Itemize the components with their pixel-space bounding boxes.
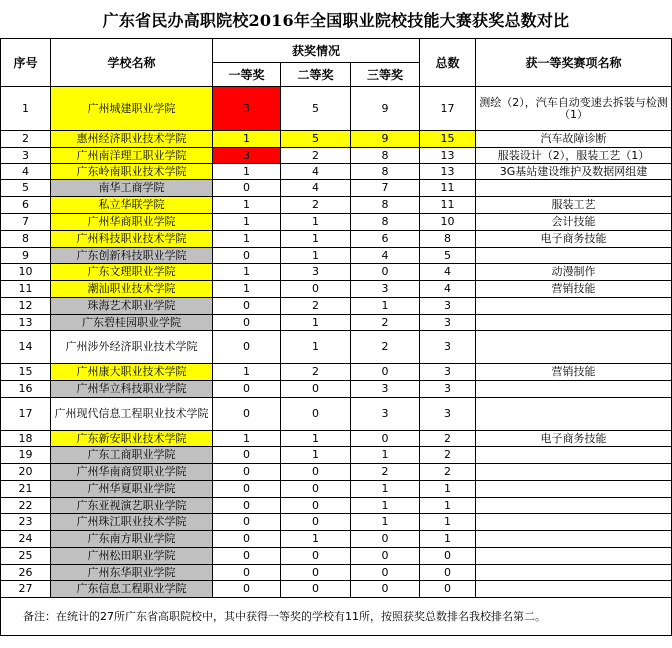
row-school: 广东新安职业技术学院 <box>51 431 213 447</box>
row-third-count: 3 <box>351 381 420 398</box>
row-no: 13 <box>1 315 51 331</box>
row-total: 0 <box>420 581 476 598</box>
row-first-count: 1 <box>213 164 281 180</box>
table-row <box>1 264 672 281</box>
row-first-count: 3 <box>213 87 281 131</box>
row-school: 广州东华职业学院 <box>51 565 213 581</box>
row-events <box>476 447 672 464</box>
row-first-count: 0 <box>213 180 281 197</box>
row-events <box>476 398 672 431</box>
row-third-count: 2 <box>351 331 420 364</box>
row-no: 1 <box>1 87 51 131</box>
row-events <box>476 180 672 197</box>
table-row <box>1 214 672 231</box>
row-second-count: 1 <box>281 531 351 548</box>
row-no: 25 <box>1 548 51 565</box>
row-events: 测绘（2），汽车自动变速去拆装与检测（1） <box>476 87 672 131</box>
row-school: 广东工商职业学院 <box>51 447 213 464</box>
row-second-count: 4 <box>281 164 351 180</box>
row-total: 8 <box>420 231 476 248</box>
row-total: 11 <box>420 197 476 214</box>
note-row <box>1 598 672 636</box>
table-row <box>1 180 672 197</box>
row-school: 广州城建职业学院 <box>51 87 213 131</box>
row-third-count: 2 <box>351 315 420 331</box>
row-school: 广东岭南职业技术学院 <box>51 164 213 180</box>
row-events <box>476 498 672 514</box>
row-school: 潮汕职业技术学院 <box>51 281 213 298</box>
row-second-count: 3 <box>281 264 351 281</box>
row-events: 营销技能 <box>476 364 672 381</box>
row-total: 4 <box>420 281 476 298</box>
row-no: 9 <box>1 248 51 264</box>
header-total: 总数 <box>420 39 476 87</box>
row-events <box>476 464 672 481</box>
table-row <box>1 197 672 214</box>
row-events <box>476 481 672 498</box>
row-total: 3 <box>420 381 476 398</box>
table-row <box>1 514 672 531</box>
row-no: 10 <box>1 264 51 281</box>
row-first-count: 0 <box>213 447 281 464</box>
row-school: 广东文理职业学院 <box>51 264 213 281</box>
row-total: 13 <box>420 164 476 180</box>
row-second-count: 0 <box>281 498 351 514</box>
row-no: 19 <box>1 447 51 464</box>
row-total: 10 <box>420 214 476 231</box>
header-row-1 <box>1 39 672 63</box>
table-row <box>1 464 672 481</box>
row-school: 珠海艺术职业学院 <box>51 298 213 315</box>
row-third-count: 0 <box>351 548 420 565</box>
row-school: 广州涉外经济职业技术学院 <box>51 331 213 364</box>
row-events <box>476 331 672 364</box>
row-total: 15 <box>420 131 476 148</box>
row-second-count: 1 <box>281 447 351 464</box>
row-events <box>476 581 672 598</box>
row-first-count: 1 <box>213 264 281 281</box>
table-row <box>1 548 672 565</box>
row-total: 1 <box>420 498 476 514</box>
row-second-count: 0 <box>281 398 351 431</box>
row-second-count: 1 <box>281 431 351 447</box>
row-first-count: 1 <box>213 231 281 248</box>
row-third-count: 1 <box>351 481 420 498</box>
row-school: 私立华联学院 <box>51 197 213 214</box>
row-total: 1 <box>420 531 476 548</box>
row-events: 服装设计（2），服装工艺（1） <box>476 148 672 164</box>
row-no: 4 <box>1 164 51 180</box>
row-first-count: 1 <box>213 364 281 381</box>
row-total: 3 <box>420 298 476 315</box>
row-no: 20 <box>1 464 51 481</box>
table-row <box>1 565 672 581</box>
table-row <box>1 148 672 164</box>
header-first: 一等奖 <box>213 63 281 87</box>
row-first-count: 0 <box>213 315 281 331</box>
row-no: 15 <box>1 364 51 381</box>
row-first-count: 0 <box>213 565 281 581</box>
row-school: 广州华南商贸职业学院 <box>51 464 213 481</box>
row-first-count: 0 <box>213 398 281 431</box>
row-school: 广州现代信息工程职业技术学院 <box>51 398 213 431</box>
row-events <box>476 565 672 581</box>
row-first-count: 0 <box>213 381 281 398</box>
table-row <box>1 87 672 131</box>
row-second-count: 2 <box>281 197 351 214</box>
row-third-count: 4 <box>351 248 420 264</box>
row-total: 0 <box>420 548 476 565</box>
row-third-count: 0 <box>351 565 420 581</box>
table-row <box>1 164 672 180</box>
row-no: 2 <box>1 131 51 148</box>
row-second-count: 1 <box>281 331 351 364</box>
table-row <box>1 364 672 381</box>
row-school: 广州南洋理工职业学院 <box>51 148 213 164</box>
row-no: 5 <box>1 180 51 197</box>
header-third: 三等奖 <box>351 63 420 87</box>
row-third-count: 0 <box>351 364 420 381</box>
row-no: 11 <box>1 281 51 298</box>
row-no: 26 <box>1 565 51 581</box>
row-total: 1 <box>420 514 476 531</box>
row-total: 3 <box>420 398 476 431</box>
row-second-count: 0 <box>281 514 351 531</box>
table-row <box>1 498 672 514</box>
row-third-count: 7 <box>351 180 420 197</box>
row-first-count: 1 <box>213 281 281 298</box>
row-total: 5 <box>420 248 476 264</box>
row-first-count: 0 <box>213 481 281 498</box>
row-first-count: 0 <box>213 331 281 364</box>
row-total: 13 <box>420 148 476 164</box>
row-school: 广东亚视演艺职业学院 <box>51 498 213 514</box>
row-total: 3 <box>420 315 476 331</box>
row-events: 3G基站建设维护及数据网组建 <box>476 164 672 180</box>
row-school: 惠州经济职业技术学院 <box>51 131 213 148</box>
row-school: 广东碧桂园职业学院 <box>51 315 213 331</box>
row-second-count: 5 <box>281 131 351 148</box>
row-second-count: 0 <box>281 548 351 565</box>
row-no: 14 <box>1 331 51 364</box>
row-third-count: 1 <box>351 514 420 531</box>
row-third-count: 9 <box>351 131 420 148</box>
row-events: 电子商务技能 <box>476 231 672 248</box>
row-events <box>476 531 672 548</box>
row-third-count: 8 <box>351 214 420 231</box>
footnote: 备注：在统计的27所广东省高职院校中，其中获得一等奖的学校有11所，按照获奖总数排名我校排名第二。 <box>1 598 672 636</box>
row-third-count: 8 <box>351 148 420 164</box>
row-school: 广州科技职业技术学院 <box>51 231 213 248</box>
row-total: 2 <box>420 464 476 481</box>
row-school: 广东创新科技职业学院 <box>51 248 213 264</box>
row-events: 动漫制作 <box>476 264 672 281</box>
table-row <box>1 581 672 598</box>
table-row <box>1 131 672 148</box>
row-third-count: 8 <box>351 197 420 214</box>
row-no: 12 <box>1 298 51 315</box>
row-no: 6 <box>1 197 51 214</box>
row-total: 17 <box>420 87 476 131</box>
row-third-count: 3 <box>351 281 420 298</box>
row-first-count: 3 <box>213 148 281 164</box>
row-third-count: 0 <box>351 264 420 281</box>
row-no: 3 <box>1 148 51 164</box>
row-second-count: 1 <box>281 315 351 331</box>
row-school: 广东南方职业学院 <box>51 531 213 548</box>
row-first-count: 1 <box>213 214 281 231</box>
row-third-count: 1 <box>351 298 420 315</box>
row-school: 广东信息工程职业学院 <box>51 581 213 598</box>
row-events: 营销技能 <box>476 281 672 298</box>
row-second-count: 0 <box>281 464 351 481</box>
table-row <box>1 298 672 315</box>
table-row <box>1 248 672 264</box>
row-total: 11 <box>420 180 476 197</box>
row-total: 2 <box>420 447 476 464</box>
row-total: 3 <box>420 331 476 364</box>
row-no: 16 <box>1 381 51 398</box>
row-total: 0 <box>420 565 476 581</box>
table-row <box>1 481 672 498</box>
row-school: 南华工商学院 <box>51 180 213 197</box>
table-row <box>1 398 672 431</box>
table-row <box>1 331 672 364</box>
row-total: 4 <box>420 264 476 281</box>
row-second-count: 0 <box>281 565 351 581</box>
row-second-count: 0 <box>281 481 351 498</box>
row-third-count: 2 <box>351 464 420 481</box>
row-first-count: 1 <box>213 197 281 214</box>
row-first-count: 0 <box>213 464 281 481</box>
row-no: 21 <box>1 481 51 498</box>
row-events <box>476 514 672 531</box>
table-row <box>1 281 672 298</box>
row-no: 18 <box>1 431 51 447</box>
awards-table <box>0 38 672 636</box>
row-school: 广州华夏职业学院 <box>51 481 213 498</box>
row-no: 24 <box>1 531 51 548</box>
table-row <box>1 447 672 464</box>
row-total: 3 <box>420 364 476 381</box>
row-school: 广州华商职业学院 <box>51 214 213 231</box>
row-events <box>476 248 672 264</box>
header-events: 获一等奖赛项名称 <box>476 39 672 87</box>
row-no: 27 <box>1 581 51 598</box>
row-second-count: 2 <box>281 148 351 164</box>
row-events <box>476 298 672 315</box>
row-second-count: 1 <box>281 231 351 248</box>
table-row <box>1 531 672 548</box>
row-first-count: 0 <box>213 248 281 264</box>
row-first-count: 1 <box>213 131 281 148</box>
row-events <box>476 381 672 398</box>
header-second: 二等奖 <box>281 63 351 87</box>
header-award-group: 获奖情况 <box>213 39 420 63</box>
row-no: 8 <box>1 231 51 248</box>
row-first-count: 1 <box>213 431 281 447</box>
table-row <box>1 381 672 398</box>
row-second-count: 0 <box>281 381 351 398</box>
page-title: 广东省民办高职院校2016年全国职业院校技能大赛获奖总数对比 <box>102 10 570 30</box>
row-second-count: 2 <box>281 364 351 381</box>
header-school: 学校名称 <box>51 39 213 87</box>
row-second-count: 4 <box>281 180 351 197</box>
row-events: 服装工艺 <box>476 197 672 214</box>
row-first-count: 0 <box>213 548 281 565</box>
table-row <box>1 231 672 248</box>
table-row <box>1 315 672 331</box>
row-third-count: 9 <box>351 87 420 131</box>
row-no: 17 <box>1 398 51 431</box>
row-first-count: 0 <box>213 531 281 548</box>
row-second-count: 5 <box>281 87 351 131</box>
row-third-count: 0 <box>351 531 420 548</box>
row-no: 23 <box>1 514 51 531</box>
row-second-count: 2 <box>281 298 351 315</box>
row-no: 7 <box>1 214 51 231</box>
row-first-count: 0 <box>213 498 281 514</box>
table-row <box>1 431 672 447</box>
row-third-count: 1 <box>351 498 420 514</box>
row-school: 广州华立科技职业学院 <box>51 381 213 398</box>
row-school: 广州珠江职业技术学院 <box>51 514 213 531</box>
row-first-count: 0 <box>213 298 281 315</box>
row-total: 1 <box>420 481 476 498</box>
row-events: 汽车故障诊断 <box>476 131 672 148</box>
row-second-count: 1 <box>281 214 351 231</box>
row-second-count: 0 <box>281 581 351 598</box>
row-third-count: 0 <box>351 431 420 447</box>
row-events: 会计技能 <box>476 214 672 231</box>
row-third-count: 3 <box>351 398 420 431</box>
row-third-count: 8 <box>351 164 420 180</box>
row-no: 22 <box>1 498 51 514</box>
row-events <box>476 315 672 331</box>
row-school: 广州康大职业技术学院 <box>51 364 213 381</box>
row-school: 广州松田职业学院 <box>51 548 213 565</box>
row-total: 2 <box>420 431 476 447</box>
row-third-count: 1 <box>351 447 420 464</box>
row-events <box>476 548 672 565</box>
header-no: 序号 <box>1 39 51 87</box>
row-second-count: 1 <box>281 248 351 264</box>
row-third-count: 0 <box>351 581 420 598</box>
row-first-count: 0 <box>213 581 281 598</box>
row-second-count: 0 <box>281 281 351 298</box>
row-third-count: 6 <box>351 231 420 248</box>
row-first-count: 0 <box>213 514 281 531</box>
row-events: 电子商务技能 <box>476 431 672 447</box>
